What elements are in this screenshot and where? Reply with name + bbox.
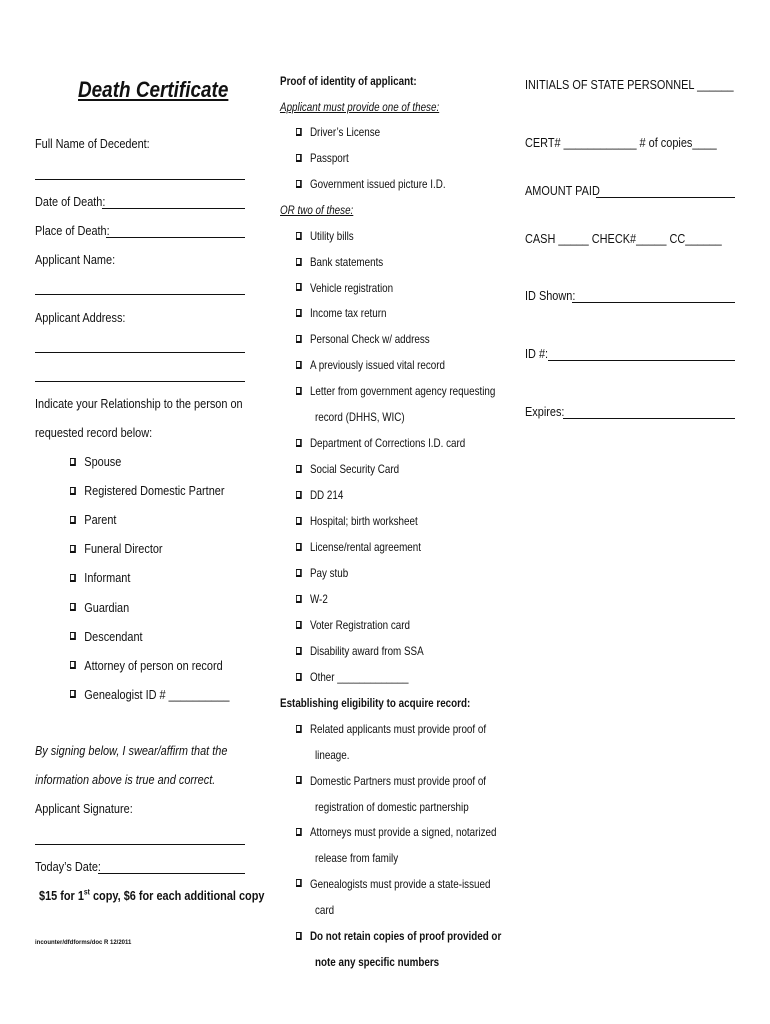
full-name-field[interactable] — [35, 179, 245, 180]
id-number-field[interactable] — [548, 360, 735, 361]
expires-label: Expires: — [525, 404, 565, 419]
amount-paid-label: AMOUNT PAID — [525, 183, 600, 198]
checkbox[interactable] — [70, 545, 76, 553]
checkbox[interactable] — [296, 828, 302, 836]
eligibility-heading: Establishing eligibility to acquire record: — [280, 696, 471, 710]
proof-option-label: DD 214 — [309, 488, 344, 502]
checkbox[interactable] — [296, 725, 302, 733]
applicant-name-label: Applicant Name: — [35, 252, 116, 267]
relationship-instruction-1: Indicate your Relationship to the person on — [35, 396, 243, 411]
eligibility-item-label: Genealogists must provide a state-issued — [309, 876, 491, 891]
eligibility-item — [296, 722, 486, 736]
initials-field[interactable]: INITIALS OF STATE PERSONNEL ______ — [525, 77, 734, 92]
proof-option — [296, 540, 421, 554]
checkbox[interactable] — [296, 128, 302, 136]
eligibility-item — [296, 774, 486, 788]
applicant-address-field-1[interactable] — [35, 352, 245, 353]
proof-option-label: Utility bills — [309, 229, 354, 243]
relationship-option-label: Funeral Director — [84, 541, 163, 557]
relationship-option-label: Genealogist ID # __________ — [84, 686, 230, 702]
checkbox[interactable] — [296, 180, 302, 188]
proof-option — [296, 566, 348, 580]
proof-option-label: A previously issued vital record — [309, 358, 446, 372]
relationship-option — [70, 512, 116, 527]
proof-option — [296, 618, 410, 632]
relationship-option-label: Guardian — [84, 599, 130, 615]
checkbox[interactable] — [296, 517, 302, 525]
id-option-label: Passport — [309, 151, 349, 165]
eligibility-item-label: Domestic Partners must provide proof of — [309, 773, 487, 788]
proof-option — [296, 255, 383, 269]
checkbox[interactable] — [296, 465, 302, 473]
checkbox[interactable] — [70, 458, 76, 466]
checkbox[interactable] — [296, 647, 302, 655]
cert-copies-field[interactable]: CERT# ____________ # of copies____ — [525, 135, 717, 150]
id-number-label: ID #: — [525, 346, 549, 361]
relationship-option — [70, 541, 163, 556]
checkbox[interactable] — [296, 776, 302, 784]
checkbox[interactable] — [70, 487, 76, 495]
proof-option-label: Other _____________ — [309, 670, 409, 684]
proof-option-label: Voter Registration card — [309, 618, 411, 632]
proof-option-label: Income tax return — [309, 306, 387, 321]
checkbox[interactable] — [70, 516, 76, 524]
relationship-instruction-2: requested record below: — [35, 425, 153, 440]
proof-option-label: Vehicle registration — [309, 280, 394, 295]
fee-part-2: copy, $6 for each additional copy — [89, 888, 265, 903]
swear-statement-1: By signing below, I swear/affirm that the — [35, 743, 228, 758]
checkbox[interactable] — [70, 661, 76, 669]
relationship-option — [70, 454, 121, 469]
proof-option-label: Disability award from SSA — [309, 644, 424, 658]
fee-superscript: st — [83, 887, 90, 897]
proof-option — [296, 281, 393, 295]
applicant-address-field-2[interactable] — [35, 381, 245, 382]
proof-option — [296, 592, 328, 606]
checkbox[interactable] — [296, 154, 302, 162]
applicant-address-label: Applicant Address: — [35, 310, 126, 325]
relationship-option — [70, 483, 224, 498]
checkbox[interactable] — [296, 673, 302, 681]
todays-date-field[interactable] — [98, 873, 245, 874]
signature-field[interactable] — [35, 844, 245, 845]
proof-heading: Proof of identity of applicant: — [280, 74, 417, 88]
relationship-option — [70, 629, 143, 644]
checkbox[interactable] — [296, 879, 302, 887]
id-option — [296, 151, 349, 165]
id-option — [296, 125, 380, 139]
proof-option — [296, 644, 424, 658]
swear-statement-2: information above is true and correct. — [35, 772, 216, 787]
checkbox[interactable] — [296, 621, 302, 629]
checkbox[interactable] — [296, 595, 302, 603]
checkbox[interactable] — [296, 387, 302, 395]
fee-part-1: $15 for 1 — [39, 888, 84, 903]
proof-option-label: License/rental agreement — [309, 540, 421, 554]
relationship-option-label: Spouse — [84, 454, 122, 469]
eligibility-item-continued: card — [315, 902, 335, 917]
relationship-option-label: Descendant — [84, 628, 143, 644]
proof-option — [296, 229, 354, 243]
relationship-option-label: Attorney of person on record — [84, 657, 223, 673]
id-option — [296, 177, 446, 191]
relationship-option — [70, 600, 129, 615]
proof-option-label: Department of Corrections I.D. card — [309, 436, 466, 450]
letter-label-2: record (DHHS, WIC) — [315, 410, 405, 424]
todays-date-label: Today’s Date: — [35, 859, 101, 874]
checkbox[interactable] — [296, 232, 302, 240]
proof-option — [296, 358, 445, 372]
form-title: Death Certificate — [78, 77, 229, 102]
proof-option — [296, 436, 465, 450]
proof-option — [296, 670, 408, 684]
relationship-option-label: Parent — [84, 512, 117, 528]
id-option-label: Government issued picture I.D. — [309, 177, 446, 191]
id-shown-field[interactable] — [572, 302, 735, 303]
proof-option-label: Personal Check w/ address — [309, 332, 430, 347]
checkbox[interactable] — [296, 309, 302, 317]
proof-option — [296, 462, 399, 476]
relationship-option-label: Informant — [84, 570, 131, 586]
checkbox[interactable] — [296, 439, 302, 447]
relationship-option — [70, 658, 223, 673]
letter-label-1: Letter from government agency requesting — [309, 384, 496, 398]
proof-option — [296, 306, 387, 320]
checkbox[interactable] — [296, 569, 302, 577]
checkbox-row-letter — [296, 384, 495, 398]
date-of-death-field[interactable] — [102, 208, 245, 209]
checkbox[interactable] — [296, 258, 302, 266]
proof-option-label: W-2 — [309, 592, 328, 606]
proof-option-label: Pay stub — [309, 566, 349, 580]
eligibility-item-label: Related applicants must provide proof of — [309, 722, 487, 736]
full-name-label: Full Name of Decedent: — [35, 136, 150, 151]
proof-option — [296, 514, 418, 528]
signature-label: Applicant Signature: — [35, 801, 133, 816]
id-shown-label: ID Shown: — [525, 288, 576, 303]
checkbox[interactable] — [70, 574, 76, 582]
proof-option-label: Hospital; birth worksheet — [309, 514, 418, 528]
form-code: incounter/dfdforms/doc R 12/2011 — [35, 940, 132, 946]
relationship-option — [70, 687, 229, 702]
eligibility-item-continued: registration of domestic partnership — [315, 799, 469, 814]
relationship-option-label: Registered Domestic Partner — [84, 483, 225, 499]
must-provide-one-heading: Applicant must provide one of these: — [280, 100, 440, 114]
proof-option-label: Bank statements — [309, 254, 384, 269]
eligibility-item — [296, 877, 490, 891]
fee-note — [39, 888, 264, 903]
date-of-death-label: Date of Death: — [35, 194, 106, 209]
checkbox[interactable] — [70, 632, 76, 640]
place-of-death-label: Place of Death: — [35, 223, 110, 238]
checkbox[interactable] — [70, 690, 76, 698]
applicant-name-field[interactable] — [35, 294, 245, 295]
expires-field[interactable] — [563, 418, 735, 419]
amount-paid-field[interactable] — [596, 197, 735, 198]
eligibility-item — [296, 825, 496, 839]
checkbox[interactable] — [296, 543, 302, 551]
or-two-heading: OR two of these: — [280, 203, 354, 217]
proof-option — [296, 332, 430, 346]
proof-option — [296, 488, 343, 502]
checkbox[interactable] — [296, 361, 302, 369]
eligibility-item-label: Attorneys must provide a signed, notarized — [309, 825, 497, 839]
place-of-death-field[interactable] — [106, 237, 245, 238]
eligibility-item-continued: lineage. — [315, 748, 350, 762]
final-note-row — [296, 929, 501, 943]
payment-method-field[interactable]: CASH _____ CHECK#_____ CC______ — [525, 231, 722, 246]
checkbox[interactable] — [296, 335, 302, 343]
relationship-option — [70, 570, 130, 585]
final-note-2: note any specific numbers — [315, 955, 440, 969]
proof-option-label: Social Security Card — [309, 462, 400, 476]
final-note-1: Do not retain copies of proof provided or — [309, 929, 502, 943]
checkbox[interactable] — [296, 283, 302, 291]
checkbox[interactable] — [296, 491, 302, 499]
checkbox[interactable] — [70, 603, 76, 611]
eligibility-item-continued: release from family — [315, 851, 399, 865]
id-option-label: Driver’s License — [309, 125, 381, 139]
checkbox[interactable] — [296, 932, 302, 940]
